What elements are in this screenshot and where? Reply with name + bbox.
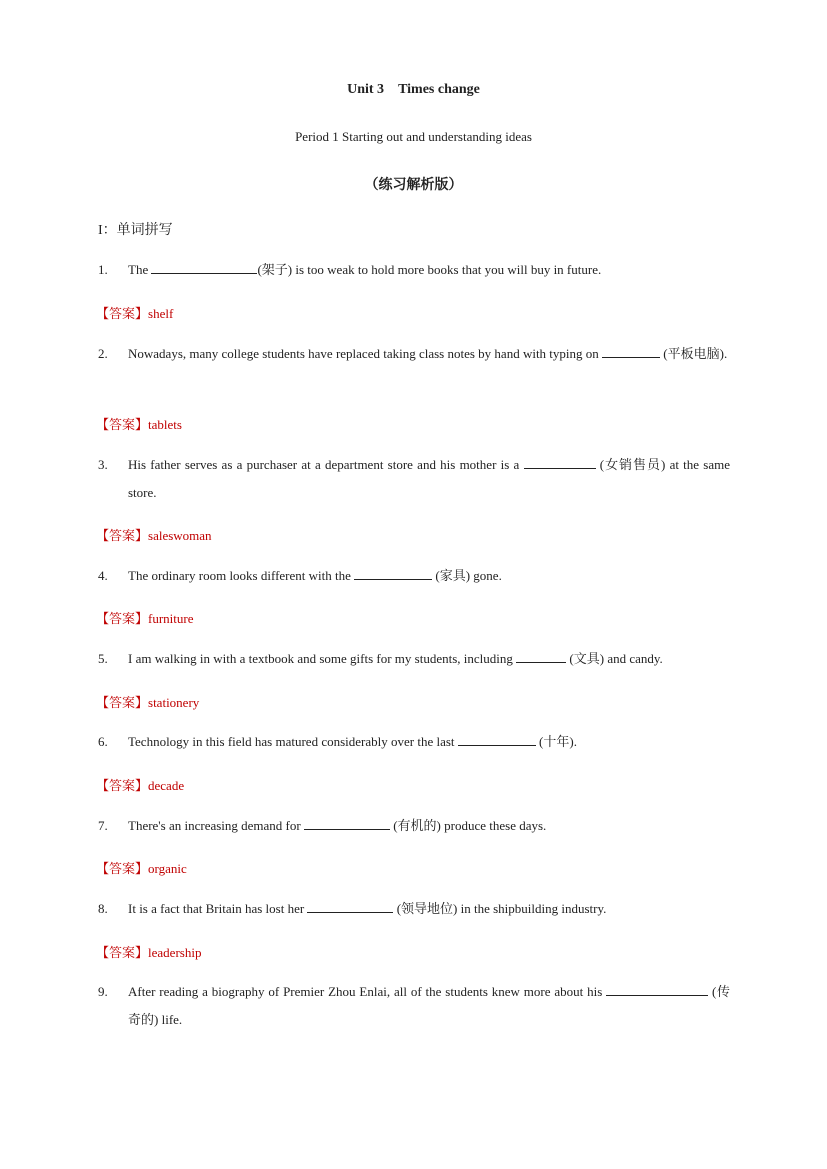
answer-tag: 【答案】 bbox=[96, 945, 149, 960]
answer-text: tablets bbox=[148, 417, 182, 432]
answer-tag: 【答案】 bbox=[96, 778, 149, 793]
answer-4 bbox=[96, 608, 194, 627]
answer-1 bbox=[96, 303, 173, 322]
question-number: 2. bbox=[98, 346, 108, 361]
question-hint: (女销售员) bbox=[599, 457, 666, 472]
answer-text: saleswoman bbox=[148, 528, 212, 543]
unit-title bbox=[0, 82, 827, 98]
question-hint: (架子) bbox=[257, 262, 293, 277]
unit-name: Times change bbox=[398, 82, 480, 97]
period-subtitle: Period 1 Starting out and understanding ideas bbox=[295, 129, 532, 144]
question-8 bbox=[98, 895, 730, 923]
question-text-pre: The ordinary room looks different with the bbox=[128, 568, 351, 583]
answer-5 bbox=[96, 692, 199, 711]
question-text-post: life. bbox=[161, 1012, 183, 1027]
question-text-post: in the shipbuilding industry. bbox=[460, 901, 607, 916]
answer-text: leadership bbox=[148, 945, 202, 960]
question-number: 9. bbox=[98, 984, 108, 999]
answer-blank[interactable] bbox=[151, 259, 257, 274]
answer-3 bbox=[96, 525, 212, 544]
answer-tag: 【答案】 bbox=[96, 306, 149, 321]
question-7 bbox=[98, 812, 730, 840]
unit-number: Unit 3 bbox=[347, 82, 385, 97]
answer-8 bbox=[96, 942, 201, 961]
question-9 bbox=[98, 978, 730, 1034]
answer-tag: 【答案】 bbox=[96, 861, 149, 876]
question-hint: (家具) bbox=[435, 568, 471, 583]
answer-text: shelf bbox=[148, 306, 174, 321]
answer-blank[interactable] bbox=[516, 648, 566, 663]
answer-2 bbox=[96, 414, 182, 433]
question-hint: (文具) bbox=[569, 651, 605, 666]
answer-6 bbox=[96, 775, 184, 794]
question-text-pre: After reading a biography of Premier Zhou Enlai, all of the students knew more about his bbox=[128, 984, 603, 999]
question-number: 3. bbox=[98, 457, 108, 472]
answer-text: furniture bbox=[148, 611, 194, 626]
question-text-pre: The bbox=[128, 262, 149, 277]
answer-tag: 【答案】 bbox=[96, 695, 149, 710]
question-hint: (平板电脑). bbox=[663, 346, 728, 361]
question-text-pre: His father serves as a purchaser at a department store and his mother is a bbox=[128, 457, 520, 472]
answer-text: organic bbox=[148, 861, 187, 876]
answer-blank[interactable] bbox=[458, 731, 536, 746]
question-number: 7. bbox=[98, 818, 108, 833]
question-1 bbox=[98, 256, 730, 284]
answer-blank[interactable] bbox=[304, 815, 390, 830]
question-3 bbox=[98, 451, 730, 507]
question-text-post: gone. bbox=[473, 568, 502, 583]
question-text-pre: Nowadays, many college students have replaced taking class notes by hand with typing on bbox=[128, 346, 599, 361]
question-4 bbox=[98, 562, 730, 590]
answer-blank[interactable] bbox=[354, 565, 432, 580]
question-hint: (有机的) bbox=[393, 818, 441, 833]
answer-tag: 【答案】 bbox=[96, 417, 149, 432]
answer-blank[interactable] bbox=[602, 343, 660, 358]
question-text-post: is too weak to hold more books that you will buy in future. bbox=[295, 262, 602, 277]
question-text-pre: It is a fact that Britain has lost her bbox=[128, 901, 305, 916]
answer-tag: 【答案】 bbox=[96, 611, 149, 626]
question-hint: (传奇的) bbox=[128, 984, 730, 1027]
question-text-post: and candy. bbox=[607, 651, 663, 666]
question-number: 8. bbox=[98, 901, 108, 916]
answer-blank[interactable] bbox=[606, 981, 708, 996]
answer-text: stationery bbox=[148, 695, 200, 710]
question-number: 5. bbox=[98, 651, 108, 666]
answer-text: decade bbox=[148, 778, 185, 793]
question-hint: (领导地位) bbox=[396, 901, 458, 916]
question-text-pre: I am walking in with a textbook and some gifts for my students, including bbox=[128, 651, 513, 666]
question-text-post: produce these days. bbox=[444, 818, 547, 833]
question-hint: (十年). bbox=[539, 734, 577, 749]
edition-label: （练习解析版） bbox=[364, 178, 463, 193]
question-number: 1. bbox=[98, 262, 108, 277]
question-6 bbox=[98, 728, 730, 756]
question-number: 4. bbox=[98, 568, 108, 583]
question-text-pre: There's an increasing demand for bbox=[128, 818, 301, 833]
question-2 bbox=[98, 340, 730, 368]
answer-blank[interactable] bbox=[307, 898, 393, 913]
answer-7 bbox=[96, 858, 187, 877]
question-5 bbox=[98, 645, 730, 673]
question-text-post: at the same store. bbox=[128, 457, 730, 500]
question-number: 6. bbox=[98, 734, 108, 749]
question-text-pre: Technology in this field has matured considerably over the last bbox=[128, 734, 455, 749]
answer-tag: 【答案】 bbox=[96, 528, 149, 543]
answer-blank[interactable] bbox=[524, 454, 596, 469]
section-heading: I：单词拼写 bbox=[98, 223, 173, 238]
